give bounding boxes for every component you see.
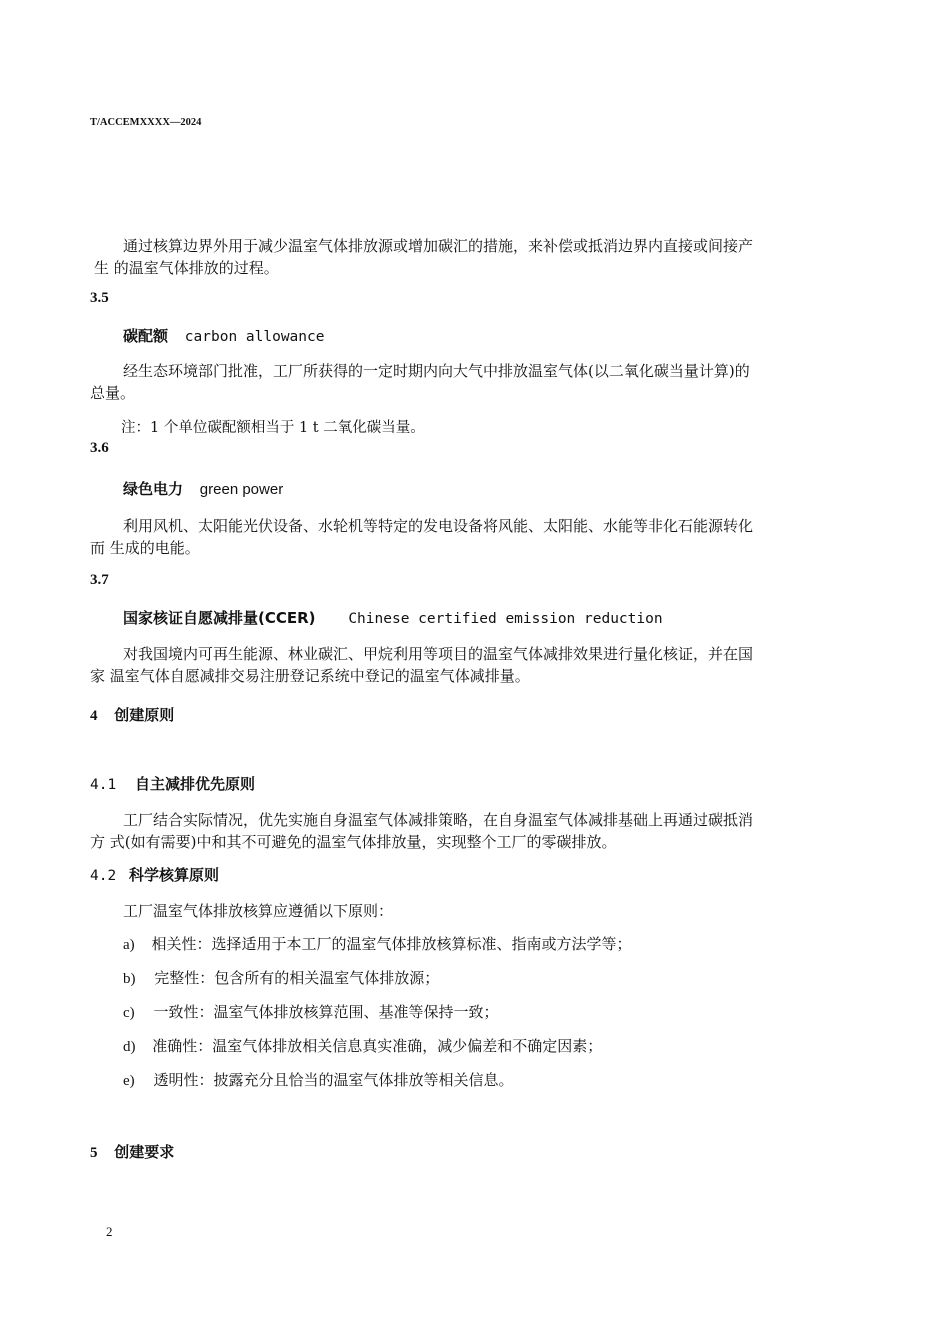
list-marker: e) bbox=[123, 1073, 135, 1089]
list-marker: a) bbox=[123, 937, 135, 953]
definition-3-7-line-1: 对我国境内可再生能源、林业碳汇、甲烷利用等项目的温室气体减排效果进行量化核证，并在国 bbox=[123, 645, 754, 663]
definition-3-5-line-1: 经生态环境部门批准，工厂所获得的一定时期内向大气中排放温室气体(以二氧化碳当量计算)的 bbox=[123, 362, 750, 380]
term-3-5 bbox=[123, 325, 324, 348]
term-en-3-7: Chinese certified emission reduction bbox=[348, 611, 663, 627]
list-item-text: 透明性：披露充分且恰当的温室气体排放等相关信息。 bbox=[153, 1071, 514, 1089]
list-item bbox=[123, 1001, 498, 1024]
clause-number-3-5: 3.5 bbox=[90, 290, 109, 306]
term-3-6 bbox=[123, 478, 283, 501]
section-heading-4 bbox=[90, 704, 174, 725]
section-heading-4-1 bbox=[90, 773, 255, 794]
body-4-1-line-2: 方 式(如有需要)中和其不可避免的温室气体排放量，实现整个工厂的零碳排放。 bbox=[90, 833, 617, 851]
page-number: 2 bbox=[106, 1224, 113, 1239]
section-number-4: 4 bbox=[90, 708, 98, 724]
section-title-5: 创建要求 bbox=[114, 1143, 175, 1161]
definition-3-6-line-2: 而 生成的电能。 bbox=[90, 539, 200, 557]
list-item bbox=[123, 967, 439, 990]
section-title-4-2: 科学核算原则 bbox=[128, 866, 219, 884]
list-item bbox=[123, 1035, 602, 1058]
definition-3-7-line-2: 家 温室气体自愿减排交易注册登记系统中登记的温室气体减排量。 bbox=[90, 667, 530, 685]
term-3-7 bbox=[123, 607, 663, 630]
section-title-4: 创建原则 bbox=[114, 706, 175, 724]
intro-4-2: 工厂温室气体排放核算应遵循以下原则： bbox=[123, 902, 394, 920]
definition-3-6-line-1: 利用风机、太阳能光伏设备、水轮机等特定的发电设备将风能、太阳能、水能等非化石能源转化 bbox=[123, 517, 754, 535]
list-item-text: 准确性：温室气体排放相关信息真实准确，减少偏差和不确定因素； bbox=[152, 1037, 603, 1055]
list-item bbox=[123, 933, 631, 956]
term-zh-3-6: 绿色电力 bbox=[123, 480, 184, 498]
section-number-4-2: 4.2 bbox=[90, 868, 117, 884]
clause-number-3-6: 3.6 bbox=[90, 440, 109, 456]
term-en-3-6: green power bbox=[199, 481, 284, 498]
document-code: T/ACCEMXXXX—2024 bbox=[90, 117, 202, 128]
definition-3-5-line-2: 总量。 bbox=[90, 384, 136, 402]
section-number-4-1: 4.1 bbox=[90, 777, 117, 793]
section-title-4-1: 自主减排优先原则 bbox=[134, 775, 255, 793]
term-zh-3-5: 碳配额 bbox=[123, 327, 169, 345]
note-3-5: 注：1 个单位碳配额相当于 1 t 二氧化碳当量。 bbox=[121, 420, 425, 436]
list-item-text: 完整性：包含所有的相关温室气体排放源； bbox=[154, 969, 440, 987]
section-heading-4-2 bbox=[90, 864, 219, 885]
list-item-text: 相关性：选择适用于本工厂的温室气体排放核算标准、指南或方法学等； bbox=[151, 935, 632, 953]
term-en-3-5: carbon allowance bbox=[184, 329, 325, 345]
list-item bbox=[123, 1069, 513, 1092]
body-4-1-line-1: 工厂结合实际情况，优先实施自身温室气体减排策略，在自身温室气体减排基础上再通过碳抵消 bbox=[123, 811, 754, 829]
term-zh-3-7: 国家核证自愿减排量(CCER) bbox=[123, 609, 316, 627]
clause-number-3-7: 3.7 bbox=[90, 572, 109, 588]
list-marker: d) bbox=[123, 1039, 136, 1055]
continuation-line-1: 通过核算边界外用于减少温室气体排放源或增加碳汇的措施，来补偿或抵消边界内直接或间接产 bbox=[123, 237, 754, 255]
list-marker: b) bbox=[123, 971, 136, 987]
section-heading-5 bbox=[90, 1141, 174, 1162]
list-marker: c) bbox=[123, 1005, 135, 1021]
list-item-text: 一致性：温室气体排放核算范围、基准等保持一致； bbox=[153, 1003, 499, 1021]
section-number-5: 5 bbox=[90, 1145, 98, 1161]
continuation-line-2: 生 的温室气体排放的过程。 bbox=[94, 259, 279, 277]
